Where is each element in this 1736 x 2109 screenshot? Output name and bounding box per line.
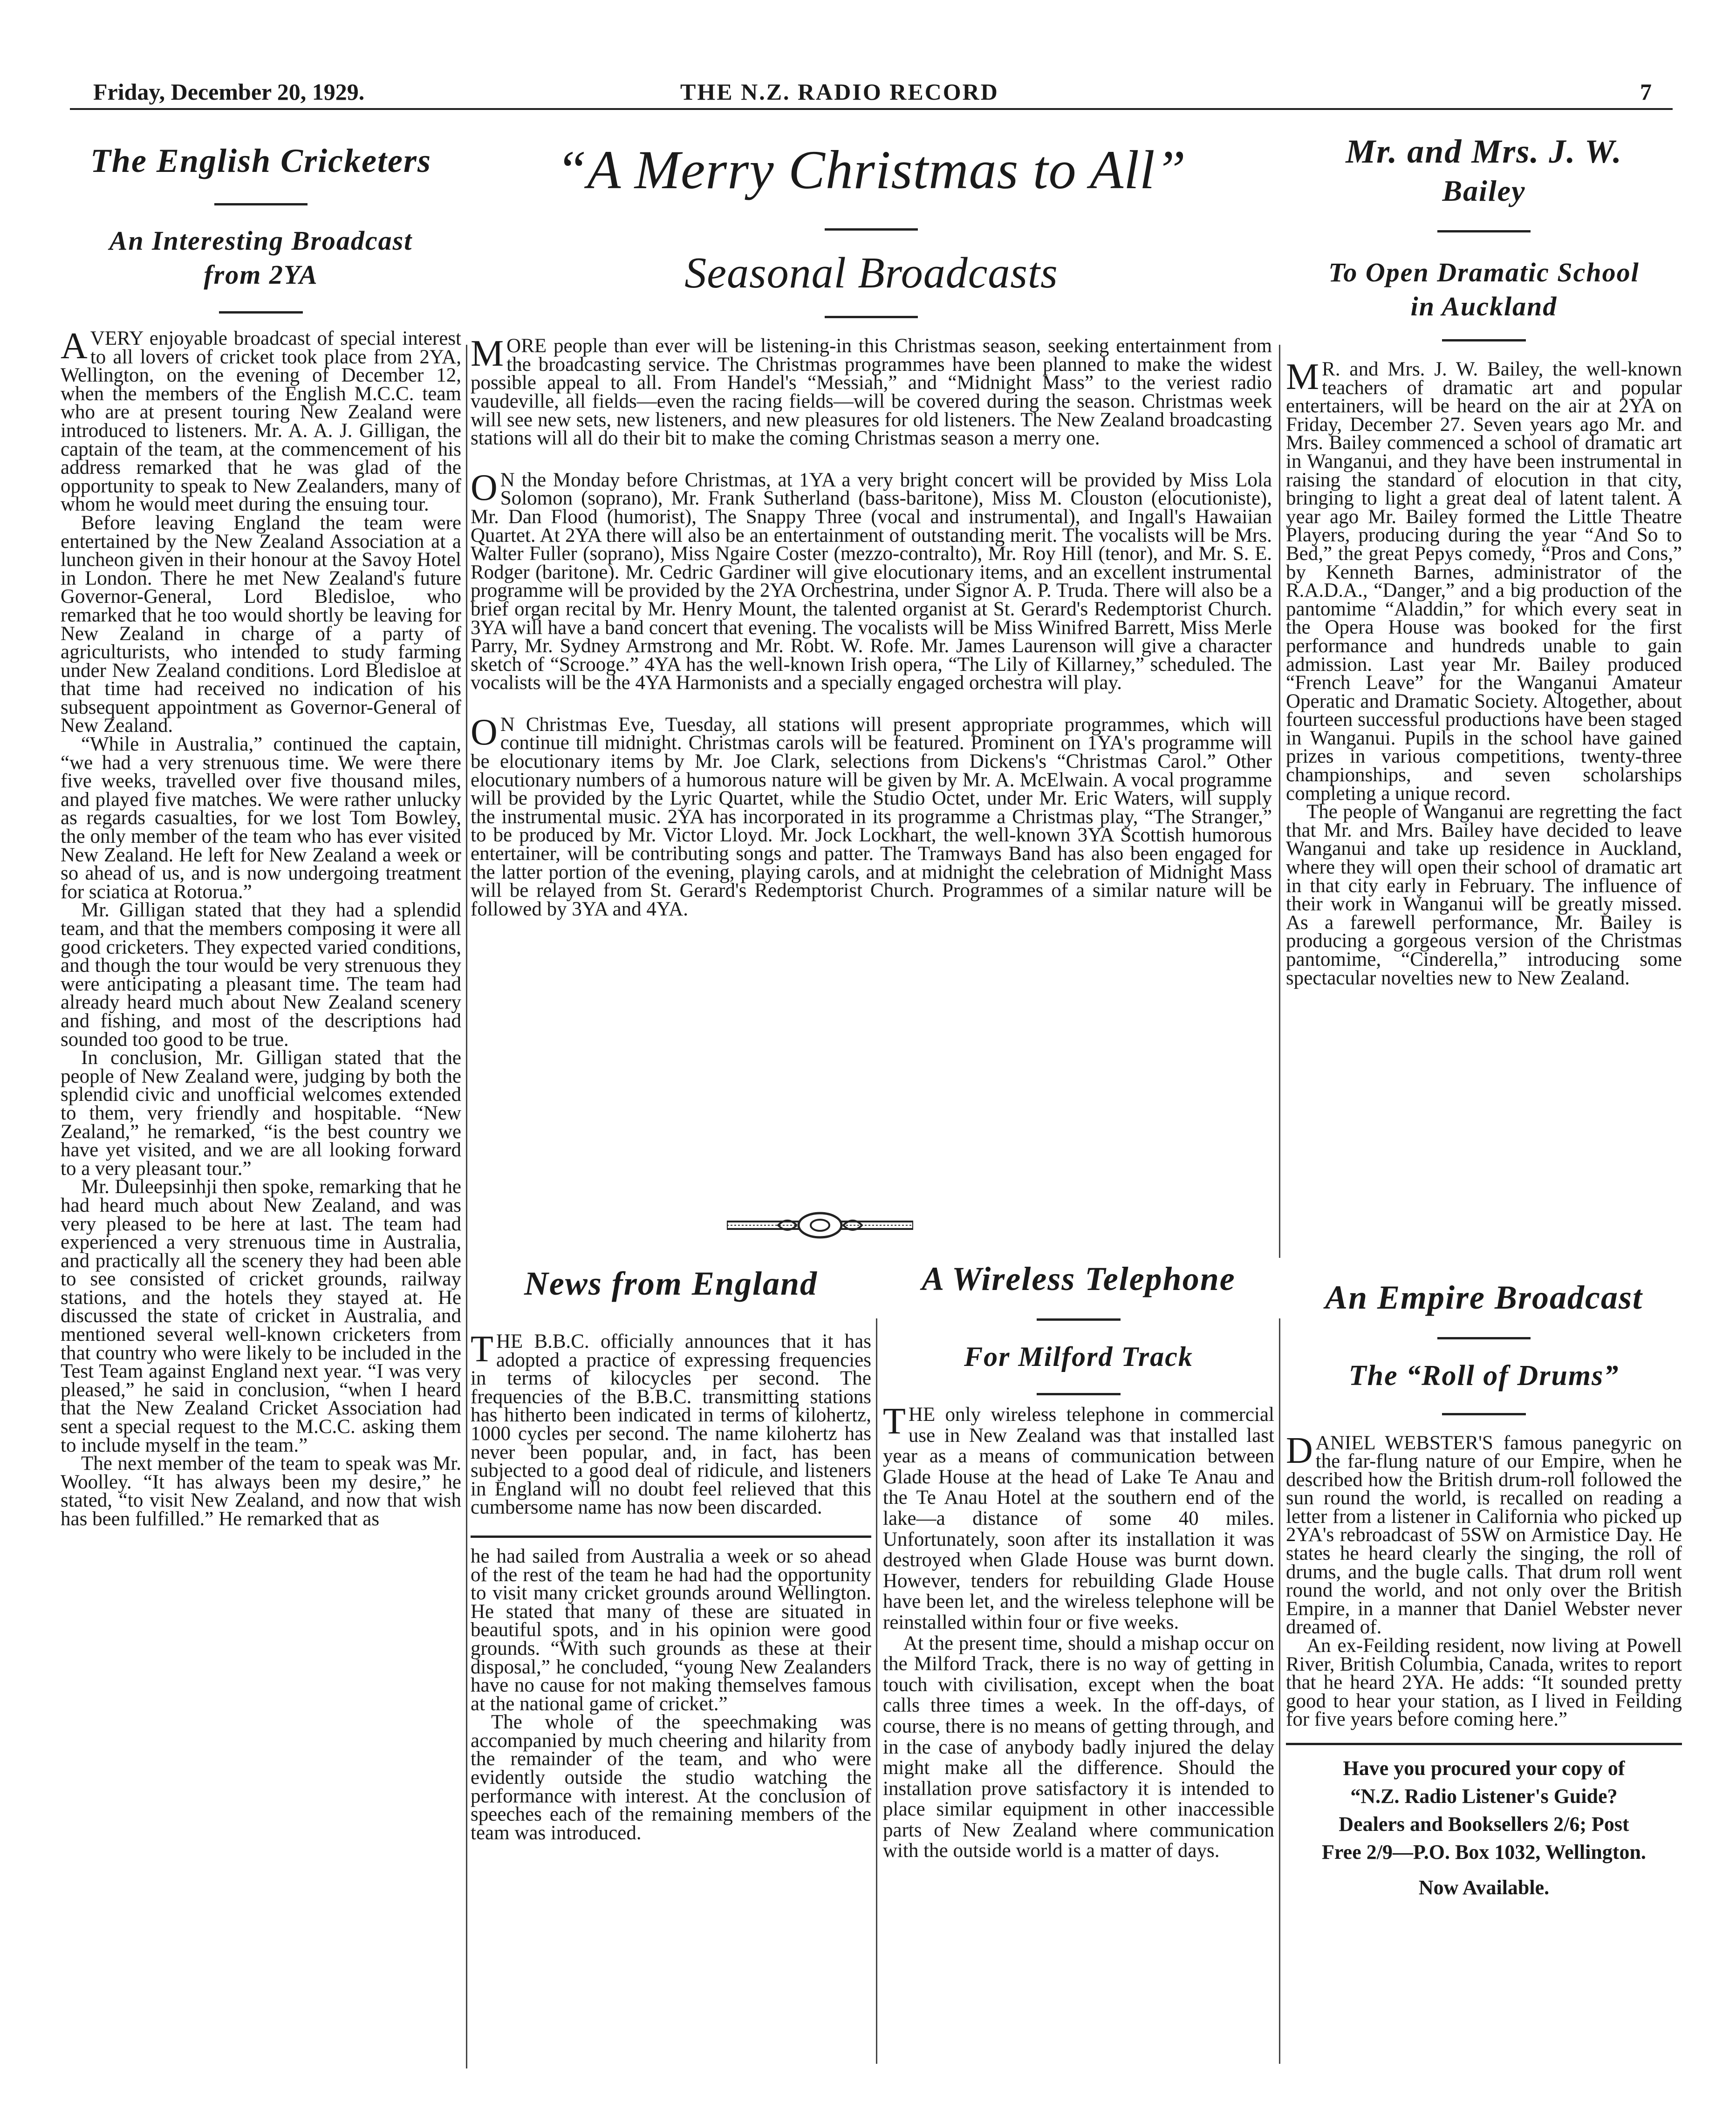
article-body (471, 333, 1272, 920)
paragraph: HE B.B.C. officially announces that it has adopted a practice of expressing frequencies in terms of kilocycles per second. The frequencies of the B.B.C. transmitting stations has hitherto been indicated in terms of kilohertz, 1000 cycles per second. The name kilohertz has never been popular, and, in fact, has been subjected to a good deal of ridicule, and listeners in England will no doubt feel relieved that this cumbersome name has now been discarded. (471, 1331, 871, 1519)
masthead-rule (70, 108, 1673, 110)
listener-guide-advert (1286, 1754, 1682, 1902)
article-subtitle: The “Roll of Drums” (1348, 1360, 1620, 1392)
paragraph: R. and Mrs. J. W. Bailey, the well-known teachers of dramatic art and popular entertainers, will be heard on the air at 2YA on Friday, December 27. Seven years ago Mr. and Mrs. Bailey commenced a school of dramatic art in Wanganui, and they have been instrumental in raising the standard of elocution in that city, bringing to light a great deal of latent talent. A year ago Mr. Bailey formed the Little Theatre Players, producing during the year “And So to Bed,” the great Pepys comedy, “Pros and Cons,” by Kenneth Barnes, administrator of the R.A.D.A., “Danger,” and a big production of the pantomime “Aladdin,” for which every seat in the Opera House was booked for the first performance and hundreds unable to gain admission. Last year Mr. Bailey produced “French Leave” for the Wanganui Amateur Operatic and Dramatic Society. Altogether, about fourteen successful productions have been staged in Wanganui. Pupils in the school have gained prizes in various competitions, twenty-three championships, and seven scholarships completing a unique record. (1286, 358, 1682, 805)
article-body (61, 326, 461, 1530)
title-rule (1437, 230, 1531, 232)
article-english-cricketers (61, 112, 461, 1529)
paragraph: VERY enjoyable broadcast of special interest to all lovers of cricket took place from 2YA, Wellington, on the evening of December 12, when the members of the English M.C.C. team who are at present touring New Zealand were introduced to listeners. Mr. A. A. J. Gilligan, the captain of the team, at the commencement of his address remarked that he was glad of the opportunity to speak to New Zealanders, many of whom he would meet during the ensuing tour. (61, 328, 461, 516)
article-title: A Wireless Telephone (922, 1260, 1236, 1297)
article-wireless-telephone (883, 1258, 1274, 1862)
article-title: “A Merry Christmas to All” (556, 139, 1187, 200)
paragraph: ANIEL WEBSTER'S famous panegyric on the far-flung nature of our Empire, when he described how the British drum-roll followed the sun round the world, is recalled on reading a letter from a listener in California who picked up 2YA's rebroadcast of 5SW on Armistice Day. He states he heard clearly the singing, the roll of drums, and the bugle calls. That drum roll went round the world, and not only over the British Empire, in a manner that Daniel Webster never dreamed of. (1286, 1432, 1682, 1638)
paragraph: ORE people than ever will be listening-in this Christmas season, seeking entertainment from the broadcasting service. The Christmas programmes have been planned to make the widest possible appeal to all. From Handel's “Messiah,” and “Midnight Mass” to the veriest radio vaudeville, all fields—even the racing fields—will be covered during the season. Christmas week will see new sets, new listeners, and new pleasures for old listeners. The New Zealand broadcasting stations will all do their bit to make the coming Christmas season a merry one. (471, 335, 1272, 450)
subtitle-rule (1442, 1413, 1526, 1415)
article-body (883, 1401, 1274, 1862)
subtitle-rule (1442, 339, 1526, 341)
article-empire-broadcast (1286, 1276, 1682, 1902)
newspaper-title: THE N.Z. RADIO RECORD (680, 79, 999, 105)
paragraph: An ex-Feilding resident, now living at Powell River, British Columbia, Canada, writes to report that he heard 2YA. He adds: “It sounded pretty good to hear your station, as I lived in Feilding for five years before coming here.” (1286, 1635, 1682, 1731)
drop-cap: O (471, 711, 498, 753)
paragraph: N Christmas Eve, Tuesday, all stations will present appropriate programmes, which will continue till midnight. Christmas carols will be featured. Prominent on 1YA's programme will be elocutionary items by Mr. Joe Clark, selections from Dickens's “Christmas Carol.” Other elocutionary numbers of a humorous nature will be given by Mr. A. McElwain. A vocal programme will be provided by the Lyric Quartet, while the Studio Octet, under Mr. Eric Waters, will supply the instrumental music. 2YA has incorporated in its programme a Christmas play, “The Stranger,” to be produced by Mr. Victor Lloyd. Mr. Jock Lockhart, the well-known 3YA Scottish humorous entertainer, will be contributing songs and patter. The Tramways Band has also been engaged for the latter portion of the evening, playing carols, and at midnight the celebration of Midnight Mass will be relayed from St. Gerard's Redemptorist Church. Programmes of a similar nature will be followed by 3YA and 4YA. (471, 713, 1272, 920)
article-end-rule (1286, 1743, 1682, 1745)
article-bailey (1286, 112, 1682, 987)
column-rule-3 (876, 1318, 877, 2064)
advert-line: Free 2/9—P.O. Box 1032, Wellington. (1322, 1841, 1646, 1863)
cricket-continued (471, 1547, 871, 1843)
drop-cap: D (1286, 1430, 1313, 1471)
article-subtitle: Seasonal Broadcasts (684, 248, 1058, 297)
paragraph: “While in Australia,” continued the captain, “we had a very strenuous time. We were there five weeks, travelled over five thousand miles, and played five matches. We were rather unlucky as regards casualties, for we lost Tom Bowley, the only member of the team who has ever visited New Zealand. He left for New Zealand a week or so ahead of us, and is now undergoing treatment for sciatica at Rotorua.” (61, 733, 461, 903)
advert-line: Dealers and Booksellers 2/6; Post (1339, 1813, 1629, 1836)
advert-line: Now Available. (1418, 1876, 1550, 1899)
article-merry-christmas (471, 112, 1272, 918)
title-rule (825, 228, 918, 231)
drop-cap: T (471, 1329, 493, 1370)
article-title: News from England (524, 1265, 818, 1302)
column-rule-2 (1279, 345, 1280, 1258)
drop-cap: A (61, 326, 88, 367)
title-rule (1437, 1337, 1531, 1339)
article-body (1286, 1430, 1682, 1731)
subtitle-rule (1037, 1393, 1121, 1395)
paragraph: N the Monday before Christmas, at 1YA a very bright concert will be provided by Miss Lola Solomon (soprano), Mr. Frank Sutherland (bass-baritone), Miss M. Clouston (elocutioniste), Mr. Dan Flood (humorist), The Snappy Three (vocal and instrumental), and Ingall's Hawaiian Quartet. At 2YA there will also be an entertainment of outstanding merit. The vocalists will be Mrs. Walter Fuller (soprano), Miss Ngaire Coster (mezzo-contralto), Mr. Roy Hill (tenor), and Mr. S. E. Rodger (baritone). Mr. Cedric Gardiner will give elocutionary items, and an excellent instrumental programme will be provided by the 2YA Orchestrina, under Signor A. P. Truda. There will also be a brief organ recital by Mr. Henry Mount, the talented organist at St. Gerard's Redemptorist Church. 3YA will have a band concert that evening. The vocalists will be Miss Winifred Barrett, Miss Merle Parry, Mr. Sydney Armstrong and Mr. Robt. W. Rofe. Mr. James Laurenson will give a character sketch of “Scrooge.” 4YA has the well-known Irish opera, “The Lily of Killarney,” scheduled. The vocalists will be the 4YA Harmonists and a specially engaged orchestra will play. (471, 469, 1272, 694)
advert-line: “N.Z. Radio Listener's Guide? (1350, 1785, 1618, 1808)
paragraph: In conclusion, Mr. Gilligan stated that the people of New Zealand were, judging by both the splendid civic and unofficial welcomes extended to them, very friendly and hospitable. “New Zealand,” he remarked, “is the best country we have yet visited, and we are all looking forward to a very pleasant tour.” (61, 1047, 461, 1180)
article-title: An Empire Broadcast (1325, 1279, 1643, 1316)
article-body (471, 1329, 871, 1519)
article-subtitle-line1: To Open Dramatic School (1328, 257, 1640, 287)
advert-line: Have you procured your copy of (1343, 1757, 1625, 1780)
column-rule-4 (1279, 1318, 1280, 2064)
article-subtitle-line2: in Auckland (1410, 291, 1558, 321)
title-rule (1037, 1318, 1121, 1321)
paragraph: HE only wireless telephone in commercial use in New Zealand was that installed last year as a means of communication between Glade House at the head of Lake Te Anau and the Te Anau Hotel at the southern end of the lake—a distance of some 40 miles. Unfortunately, soon after its installation it was destroyed when Glade House was burnt down. However, tenders for rebuilding Glade House have been let, and the wireless telephone will be reinstalled within four or five weeks. (883, 1404, 1274, 1633)
drop-cap: T (883, 1401, 906, 1442)
article-title: The English Cricketers (90, 142, 432, 179)
paragraph: The whole of the speechmaking was accompanied by much cheering and hilarity from the remainder of the team, and who were evidently outside the studio watching the performance with interest. At the conclusion of speeches each of the remaining members of the team was introduced. (471, 1711, 871, 1844)
article-subtitle: For Milford Track (964, 1341, 1193, 1372)
subtitle-rule (825, 316, 918, 318)
subtitle-rule (219, 311, 303, 314)
drop-cap: O (471, 467, 498, 508)
paragraph: Mr. Duleepsinhji then spoke, remarking that he had heard much about New Zealand, and was very pleased to be here at last. The team had experienced a very strenuous time in Australia, and practically all the scenery they had been able to see consisted of cricket grounds, railway stations, and the hotels they stayed at. He discussed the state of cricket in Australia, and mentioned several well-known cricketers from that country who were likely to be included in the Test Team against England next year. “I was very pleased,” he said in conclusion, “when I heard that the New Zealand Cricket Association had sent a special request to the M.C.C. asking them to include myself in the team.” (61, 1176, 461, 1456)
paragraph: he had sailed from Australia a week or so ahead of the rest of the team he had had the opportunity to visit many cricket grounds around Wellington. He stated that many of these are situated in beautiful spots, and in his opinion were good grounds. “With such grounds as these at their disposal,” he concluded, “young New Zealanders have no cause for not making themselves famous at the national game of cricket.” (471, 1545, 871, 1715)
paragraph: Mr. Gilligan stated that they had a splendid team, and that the members composing it were all good cricketers. They expected varied conditions, and though the tour would be very strenuous they were anticipating a pleasant time. The team had already heard much about New Zealand scenery and fishing, and most of the descriptions had sounded too good to be true. (61, 899, 461, 1051)
article-subtitle-line2: from 2YA (204, 259, 318, 290)
paragraph: Before leaving England the team were entertained by the New Zealand Association at a luncheon given in their honour at the Savoy Hotel in London. There he met New Zealand's future Governor-General, Lord Bledisloe, who remarked that he too would shortly be leaving for New Zealand in charge of a party of agriculturists, who intended to study farming under New Zealand conditions. Lord Bledisloe at that time had received no indication of his subsequent appointment as Governor-General of New Zealand. (61, 512, 461, 737)
paragraph: The next member of the team to speak was Mr. Woolley. “It has always been my desire,” he stated, “to visit New Zealand, and now that wish has been fulfilled.” He remarked that as (61, 1453, 461, 1530)
drop-cap: M (471, 333, 504, 375)
page-number: 7 (1640, 79, 1652, 105)
issue-date: Friday, December 20, 1929. (93, 79, 365, 105)
article-subtitle-line1: An Interesting Broadcast (109, 225, 413, 256)
paragraph: The people of Wanganui are regretting the fact that Mr. and Mrs. Bailey have decided to leave Wanganui and take up residence in Auckland, where they will open their school of dramatic art in that city early in February. The influence of their work in Wanganui will be greatly missed. As a farewell performance, Mr. Bailey is producing a gorgeous version of the Christmas pantomime, “Cinderella,” introducing some spectacular novelties new to New Zealand. (1286, 801, 1682, 989)
ornament-divider-icon (727, 1211, 913, 1239)
article-title-line1: Mr. and Mrs. J. W. (1346, 133, 1622, 170)
column-rule-1 (466, 345, 467, 2068)
article-body (1286, 356, 1682, 989)
article-title-line2: Bailey (1442, 174, 1526, 207)
article-news-from-england (471, 1263, 871, 1842)
paragraph: At the present time, should a mishap occur on the Milford Track, there is no way of getting in touch with civilisation, except when the boat calls three times a week. In the off-days, of course, there is no means of getting through, and in the case of anybody badly injured the delay might make all the difference. Should the installation prove satisfactory it is intended to place similar equipment in other inaccessible parts of New Zealand where communication with the outside world is a matter of days. (883, 1632, 1274, 1862)
title-rule (214, 203, 308, 205)
drop-cap: M (1286, 356, 1319, 397)
article-end-rule (471, 1536, 871, 1538)
